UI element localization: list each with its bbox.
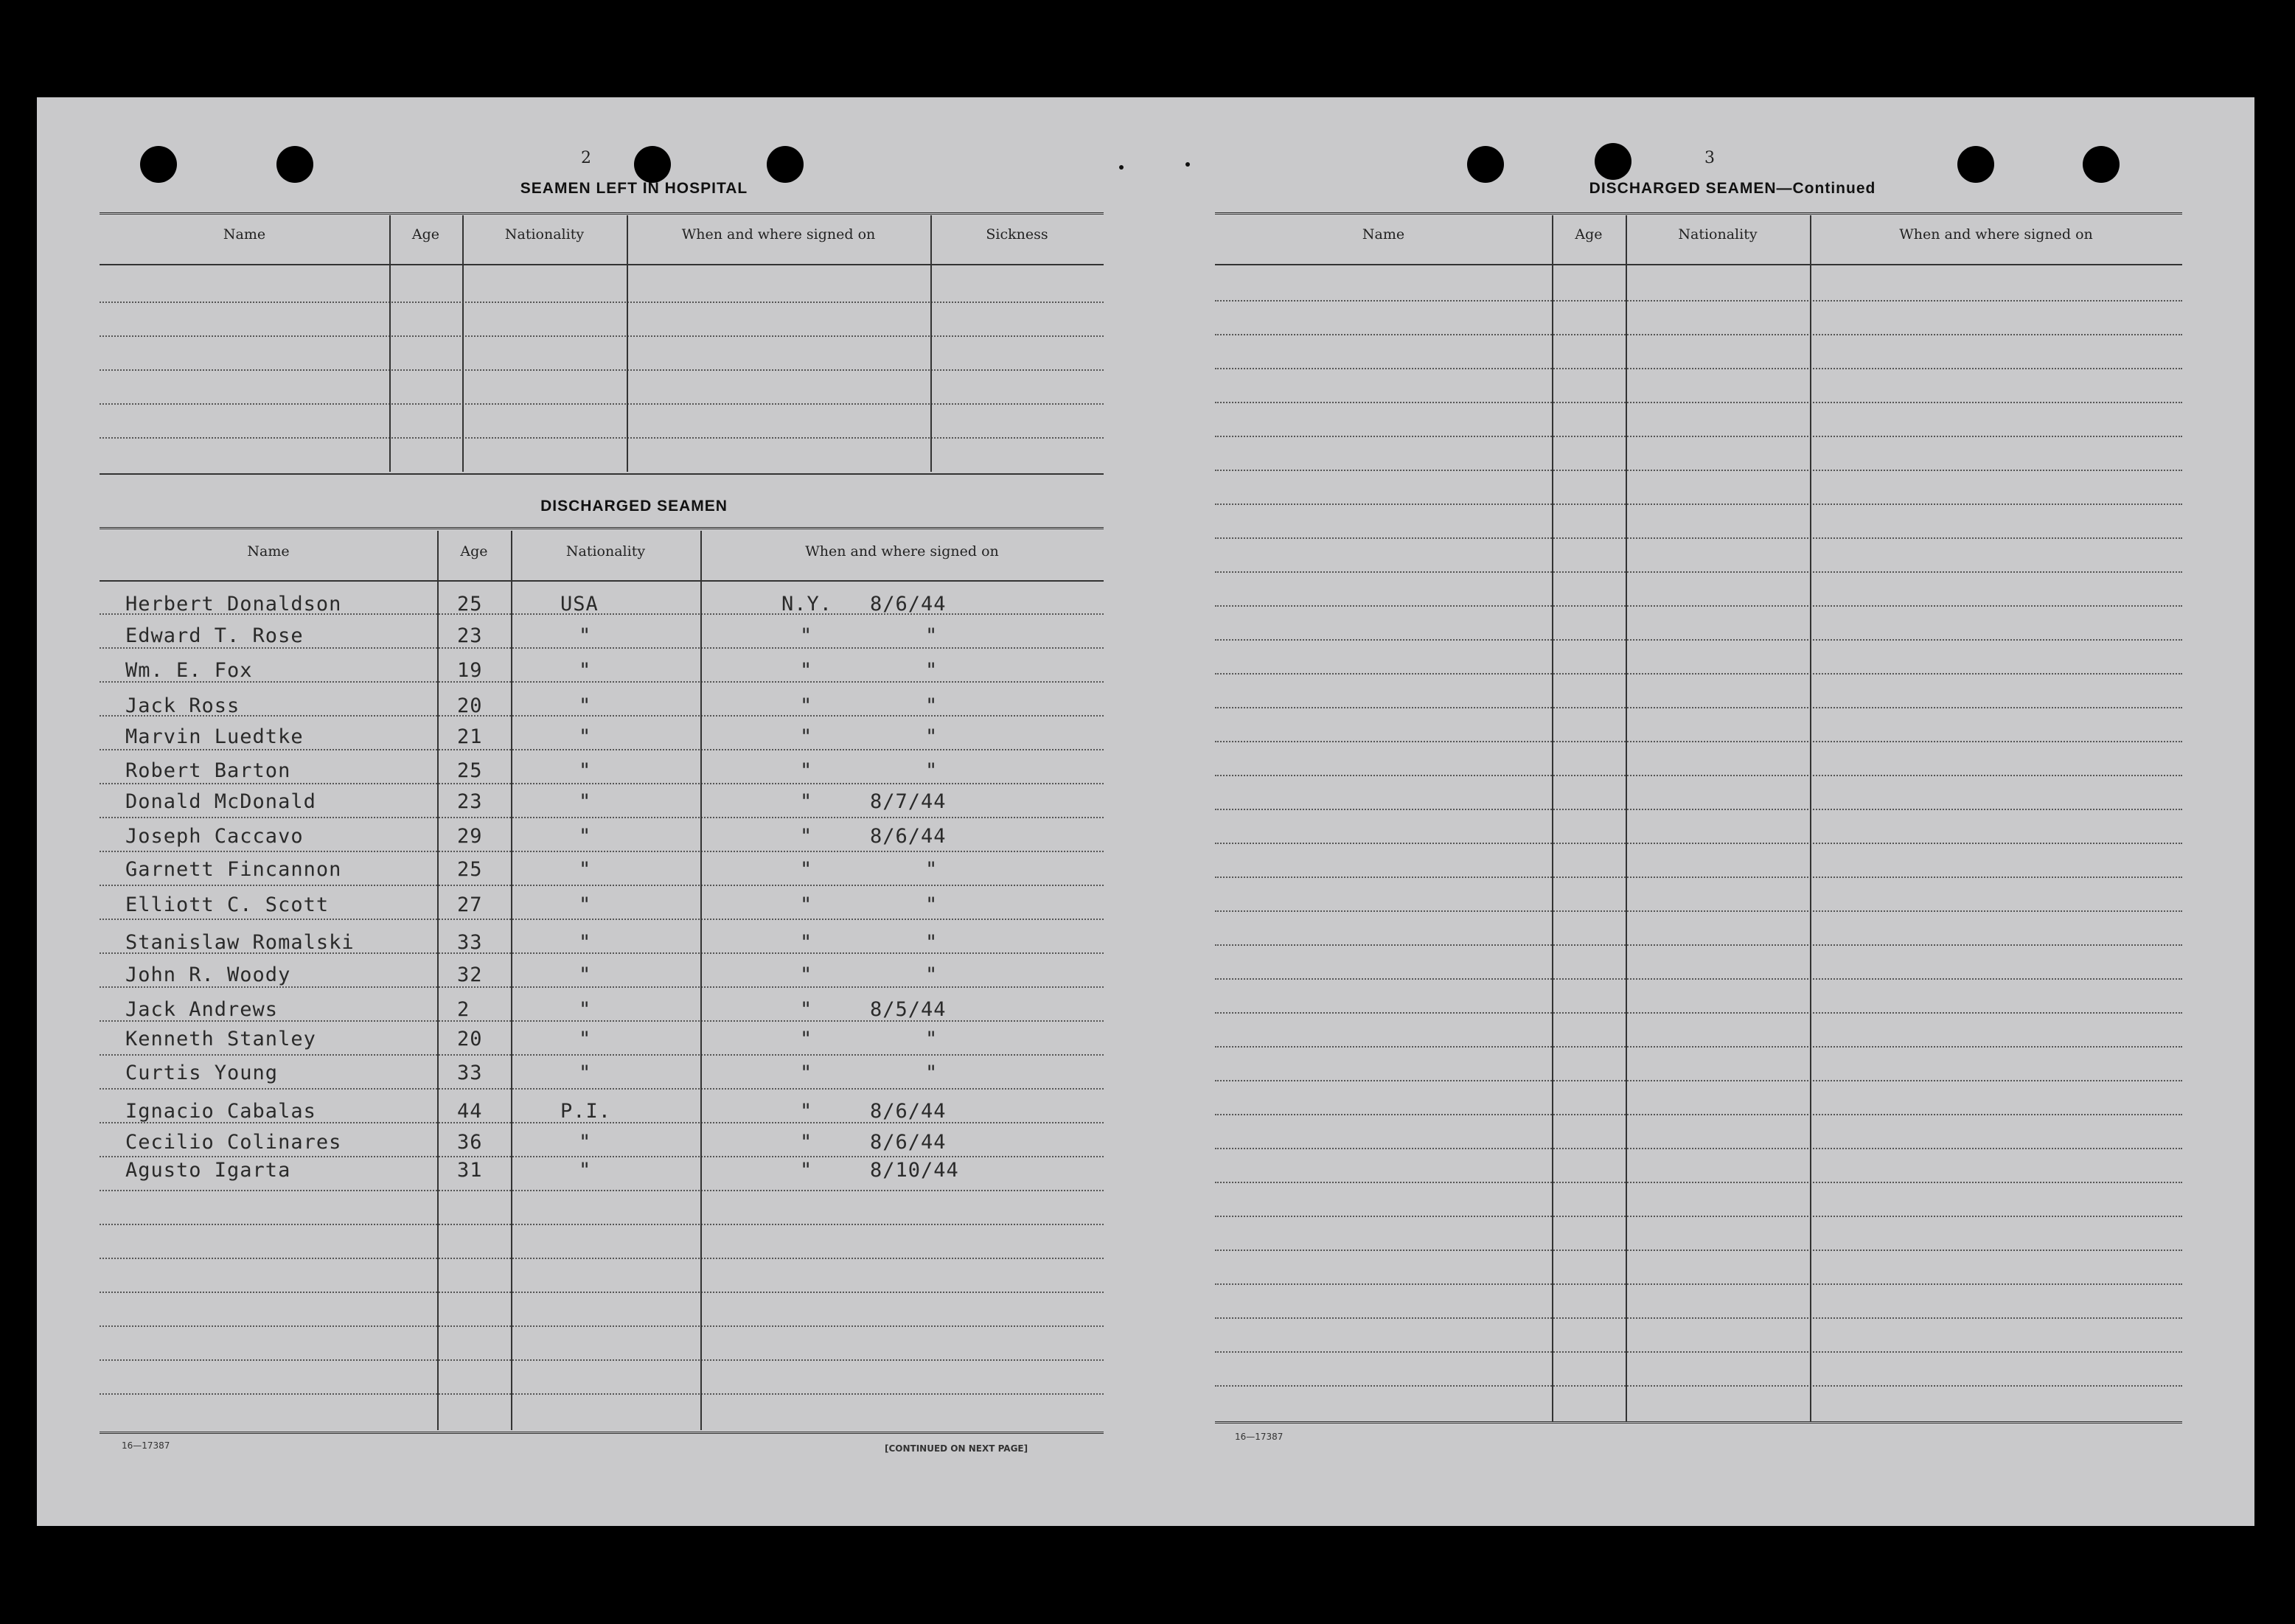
seaman-nationality: " bbox=[579, 725, 592, 748]
column-header: Nationality bbox=[1678, 226, 1758, 243]
signed-on-place: N.Y. bbox=[781, 593, 833, 616]
ruled-line bbox=[1215, 944, 2182, 946]
seaman-name: Garnett Fincannon bbox=[125, 858, 342, 881]
form-number: 16—17387 bbox=[1235, 1432, 1284, 1442]
ruled-line bbox=[1215, 470, 2182, 471]
document-sheet bbox=[37, 97, 2254, 1526]
seaman-name: John R. Woody bbox=[125, 963, 291, 986]
column-header: Name bbox=[223, 226, 266, 243]
ruled-line bbox=[1215, 910, 2182, 912]
signed-on-place: " bbox=[800, 998, 813, 1021]
punch-hole bbox=[767, 146, 804, 183]
signed-on-place: " bbox=[800, 825, 813, 848]
hospital-table-bottom-rule bbox=[100, 473, 1104, 475]
ruled-line bbox=[100, 302, 1104, 303]
hospital-table-top-rule bbox=[100, 212, 1104, 217]
column-header: Name bbox=[1362, 226, 1405, 243]
ruled-line bbox=[1215, 1250, 2182, 1251]
continued-note: [CONTINUED ON NEXT PAGE] bbox=[885, 1443, 1028, 1454]
seaman-name: Herbert Donaldson bbox=[125, 593, 342, 616]
ruled-line bbox=[100, 1325, 1104, 1327]
discharged-header-rule bbox=[100, 580, 1104, 582]
column-header: Age bbox=[1575, 226, 1603, 243]
ruled-line bbox=[1215, 1148, 2182, 1149]
column-divider bbox=[930, 215, 932, 472]
right-header-rule bbox=[1215, 264, 2182, 265]
ruled-line bbox=[1215, 809, 2182, 810]
column-divider bbox=[1626, 215, 1627, 1421]
column-divider bbox=[437, 531, 439, 1430]
ruled-line bbox=[100, 1156, 1104, 1157]
seaman-nationality: " bbox=[579, 931, 592, 954]
seaman-name: Cecilio Colinares bbox=[125, 1131, 342, 1154]
seaman-age: 29 bbox=[457, 825, 483, 848]
ruled-line bbox=[100, 1054, 1104, 1056]
ruled-line bbox=[1215, 1317, 2182, 1319]
page-number: 2 bbox=[581, 149, 591, 167]
signed-on-date: " bbox=[925, 931, 938, 954]
seaman-name: Curtis Young bbox=[125, 1062, 279, 1084]
seaman-name: Robert Barton bbox=[125, 759, 291, 782]
signed-on-date: 8/6/44 bbox=[870, 593, 947, 616]
seaman-age: 2 bbox=[457, 998, 470, 1021]
ruled-line bbox=[100, 403, 1104, 405]
column-header: When and where signed on bbox=[1899, 226, 2093, 243]
ruled-line bbox=[1215, 571, 2182, 573]
column-divider bbox=[1552, 215, 1553, 1421]
punch-hole bbox=[634, 146, 671, 183]
column-divider bbox=[389, 215, 391, 472]
seaman-name: Marvin Luedtke bbox=[125, 725, 304, 748]
signed-on-place: " bbox=[800, 963, 813, 986]
signed-on-date: " bbox=[925, 624, 938, 647]
seaman-nationality: " bbox=[579, 1062, 592, 1084]
column-divider bbox=[1810, 215, 1811, 1421]
column-divider bbox=[511, 531, 512, 1430]
signed-on-place: " bbox=[800, 659, 813, 682]
ruled-line bbox=[100, 1258, 1104, 1259]
ruled-line bbox=[100, 437, 1104, 439]
ruled-line bbox=[1215, 300, 2182, 302]
column-header: Name bbox=[247, 543, 290, 560]
column-header: When and where signed on bbox=[805, 543, 999, 560]
punch-hole bbox=[1467, 146, 1504, 183]
ruled-line bbox=[100, 885, 1104, 886]
ruled-line bbox=[1215, 402, 2182, 403]
seaman-nationality: " bbox=[579, 659, 592, 682]
ruled-line bbox=[1215, 1283, 2182, 1285]
signed-on-date: " bbox=[925, 1028, 938, 1050]
column-divider bbox=[462, 215, 464, 472]
ruled-line bbox=[100, 1190, 1104, 1191]
hospital-header-rule bbox=[100, 264, 1104, 265]
signed-on-date: 8/6/44 bbox=[870, 1100, 947, 1123]
ruled-line bbox=[1215, 1114, 2182, 1115]
seaman-nationality: " bbox=[579, 624, 592, 647]
ruled-line bbox=[1215, 673, 2182, 675]
ruled-line bbox=[1215, 334, 2182, 335]
seaman-age: 23 bbox=[457, 790, 483, 813]
ruled-line bbox=[1215, 1182, 2182, 1183]
seaman-age: 33 bbox=[457, 931, 483, 954]
ruled-line bbox=[1215, 1351, 2182, 1353]
seaman-age: 25 bbox=[457, 759, 483, 782]
seaman-nationality: " bbox=[579, 1028, 592, 1050]
punch-hole bbox=[1595, 143, 1631, 180]
ruled-line bbox=[1215, 978, 2182, 980]
seaman-age: 25 bbox=[457, 858, 483, 881]
seaman-nationality: USA bbox=[560, 593, 599, 616]
seaman-name: Donald McDonald bbox=[125, 790, 316, 813]
ruled-line bbox=[100, 1224, 1104, 1225]
seaman-age: 32 bbox=[457, 963, 483, 986]
ruled-line bbox=[1215, 639, 2182, 641]
ruled-line bbox=[100, 1359, 1104, 1361]
ruled-line bbox=[1215, 1385, 2182, 1387]
signed-on-date: " bbox=[925, 963, 938, 986]
ruled-line bbox=[100, 783, 1104, 784]
seaman-nationality: P.I. bbox=[560, 1100, 612, 1123]
signed-on-place: " bbox=[800, 1159, 813, 1182]
discharged-continued-title: DISCHARGED SEAMEN—Continued bbox=[1589, 180, 1876, 197]
ruled-line bbox=[100, 749, 1104, 750]
seaman-name: Stanislaw Romalski bbox=[125, 931, 355, 954]
signed-on-date: " bbox=[925, 725, 938, 748]
seaman-name: Ignacio Cabalas bbox=[125, 1100, 316, 1123]
ruled-line bbox=[100, 369, 1104, 371]
seaman-nationality: " bbox=[579, 963, 592, 986]
signed-on-date: " bbox=[925, 893, 938, 916]
seaman-nationality: " bbox=[579, 1131, 592, 1154]
punch-hole bbox=[1957, 146, 1994, 183]
seaman-nationality: " bbox=[579, 858, 592, 881]
signed-on-place: " bbox=[800, 1100, 813, 1123]
seaman-age: 27 bbox=[457, 893, 483, 916]
signed-on-date: " bbox=[925, 759, 938, 782]
signed-on-date: 8/6/44 bbox=[870, 1131, 947, 1154]
column-header: Age bbox=[411, 226, 440, 243]
hospital-section-title: SEAMEN LEFT IN HOSPITAL bbox=[520, 180, 748, 197]
seaman-nationality: " bbox=[579, 759, 592, 782]
ruled-line bbox=[100, 715, 1104, 717]
seaman-nationality: " bbox=[579, 1159, 592, 1182]
signed-on-place: " bbox=[800, 624, 813, 647]
signed-on-date: 8/10/44 bbox=[870, 1159, 959, 1182]
seaman-name: Edward T. Rose bbox=[125, 624, 304, 647]
seaman-nationality: " bbox=[579, 998, 592, 1021]
seaman-nationality: " bbox=[579, 694, 592, 717]
seaman-age: 25 bbox=[457, 593, 483, 616]
signed-on-place: " bbox=[800, 931, 813, 954]
seaman-nationality: " bbox=[579, 790, 592, 813]
signed-on-place: " bbox=[800, 1131, 813, 1154]
ruled-line bbox=[100, 851, 1104, 852]
seaman-nationality: " bbox=[579, 893, 592, 916]
seaman-name: Agusto Igarta bbox=[125, 1159, 291, 1182]
signed-on-place: " bbox=[800, 725, 813, 748]
seaman-age: 33 bbox=[457, 1062, 483, 1084]
ruled-line bbox=[1215, 436, 2182, 437]
column-header: Age bbox=[460, 543, 488, 560]
signed-on-date: " bbox=[925, 694, 938, 717]
ruled-line bbox=[1215, 1012, 2182, 1014]
ruled-line bbox=[100, 919, 1104, 920]
speck bbox=[1185, 162, 1190, 167]
column-header: Sickness bbox=[986, 226, 1048, 243]
ruled-line bbox=[1215, 503, 2182, 505]
column-divider bbox=[700, 531, 702, 1430]
punch-hole bbox=[2083, 146, 2120, 183]
signed-on-date: " bbox=[925, 858, 938, 881]
column-header: Nationality bbox=[565, 543, 646, 560]
seaman-age: 44 bbox=[457, 1100, 483, 1123]
ruled-line bbox=[1215, 537, 2182, 539]
signed-on-date: 8/5/44 bbox=[870, 998, 947, 1021]
right-table-top-rule bbox=[1215, 212, 2182, 217]
punch-hole bbox=[140, 146, 177, 183]
ruled-line bbox=[100, 1292, 1104, 1293]
seaman-name: Wm. E. Fox bbox=[125, 659, 253, 682]
ruled-line bbox=[1215, 1080, 2182, 1081]
right-table-bottom-rule bbox=[1215, 1421, 2182, 1426]
page-number: 3 bbox=[1704, 149, 1715, 167]
ruled-line bbox=[1215, 843, 2182, 844]
seaman-age: 20 bbox=[457, 694, 483, 717]
signed-on-place: " bbox=[800, 1028, 813, 1050]
ruled-line bbox=[1215, 741, 2182, 742]
ruled-line bbox=[1215, 368, 2182, 369]
seaman-age: 31 bbox=[457, 1159, 483, 1182]
discharged-table-bottom-rule bbox=[100, 1432, 1104, 1436]
ruled-line bbox=[100, 647, 1104, 649]
ruled-line bbox=[100, 817, 1104, 818]
ruled-line bbox=[1215, 1216, 2182, 1217]
ruled-line bbox=[100, 1088, 1104, 1090]
seaman-name: Jack Andrews bbox=[125, 998, 279, 1021]
signed-on-place: " bbox=[800, 790, 813, 813]
ruled-line bbox=[100, 335, 1104, 337]
column-header: Nationality bbox=[504, 226, 585, 243]
signed-on-place: " bbox=[800, 858, 813, 881]
ruled-line bbox=[100, 986, 1104, 988]
ruled-line bbox=[100, 1393, 1104, 1395]
seaman-age: 19 bbox=[457, 659, 483, 682]
signed-on-place: " bbox=[800, 694, 813, 717]
ruled-line bbox=[1215, 605, 2182, 607]
seaman-age: 21 bbox=[457, 725, 483, 748]
speck bbox=[1119, 165, 1124, 170]
ruled-line bbox=[1215, 1046, 2182, 1048]
seaman-name: Elliott C. Scott bbox=[125, 893, 330, 916]
seaman-name: Jack Ross bbox=[125, 694, 240, 717]
column-header: When and where signed on bbox=[681, 226, 876, 243]
punch-hole bbox=[276, 146, 313, 183]
seaman-name: Joseph Caccavo bbox=[125, 825, 304, 848]
ruled-line bbox=[1215, 775, 2182, 776]
ruled-line bbox=[1215, 877, 2182, 878]
discharged-table-top-rule bbox=[100, 527, 1104, 532]
signed-on-date: " bbox=[925, 1062, 938, 1084]
seaman-name: Kenneth Stanley bbox=[125, 1028, 316, 1050]
seaman-age: 20 bbox=[457, 1028, 483, 1050]
seaman-nationality: " bbox=[579, 825, 592, 848]
seaman-age: 23 bbox=[457, 624, 483, 647]
signed-on-date: 8/6/44 bbox=[870, 825, 947, 848]
column-divider bbox=[627, 215, 628, 472]
seaman-age: 36 bbox=[457, 1131, 483, 1154]
signed-on-place: " bbox=[800, 893, 813, 916]
signed-on-place: " bbox=[800, 759, 813, 782]
signed-on-place: " bbox=[800, 1062, 813, 1084]
ruled-line bbox=[1215, 707, 2182, 708]
signed-on-date: 8/7/44 bbox=[870, 790, 947, 813]
signed-on-date: " bbox=[925, 659, 938, 682]
form-number: 16—17387 bbox=[122, 1440, 170, 1451]
discharged-section-title: DISCHARGED SEAMEN bbox=[540, 498, 728, 515]
